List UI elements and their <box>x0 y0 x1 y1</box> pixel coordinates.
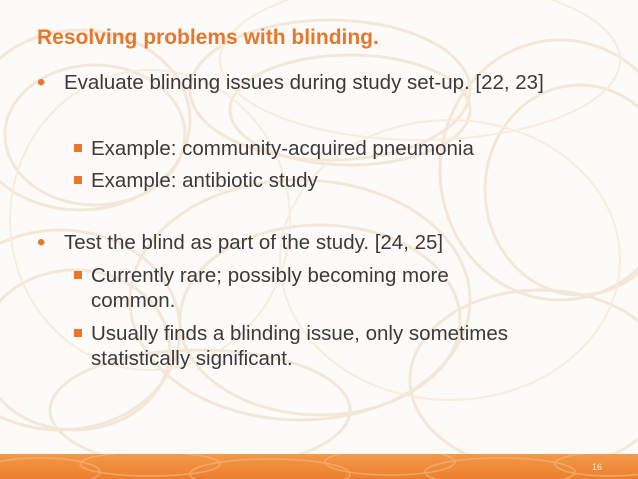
footer-band <box>0 454 638 479</box>
subitem-currently-rare <box>91 263 531 313</box>
footer-swirl-decoration <box>0 454 638 479</box>
bullet-dot-icon: • <box>37 229 46 256</box>
subitem-community-acquired-pneumonia <box>91 136 591 161</box>
slide-title: Resolving problems with blinding. <box>37 26 379 49</box>
subitem-text: Example: antibiotic study <box>91 169 318 192</box>
bullet-test-blind <box>37 229 574 256</box>
subitem-usually-finds-issue <box>91 321 601 371</box>
subitem-antibiotic-study <box>91 168 591 193</box>
page-number: 16 <box>592 462 603 472</box>
square-bullet-icon <box>74 329 82 337</box>
bullet-evaluate-blinding <box>37 69 574 96</box>
square-bullet-icon <box>74 176 82 184</box>
square-bullet-icon <box>74 144 82 152</box>
square-bullet-icon <box>74 271 82 279</box>
subitem-text: Usually finds a blinding issue, only sometimes statistically significant. <box>91 322 509 370</box>
bullet-dot-icon: • <box>37 69 46 96</box>
subitem-text: Example: community-acquired pneumonia <box>91 137 474 160</box>
bullet-text: Test the blind as part of the study. [24, 25] <box>64 231 444 254</box>
bullet-text: Evaluate blinding issues during study set-up. [22, 23] <box>64 71 544 94</box>
subitem-text: Currently rare; possibly becoming more common. <box>91 264 449 312</box>
